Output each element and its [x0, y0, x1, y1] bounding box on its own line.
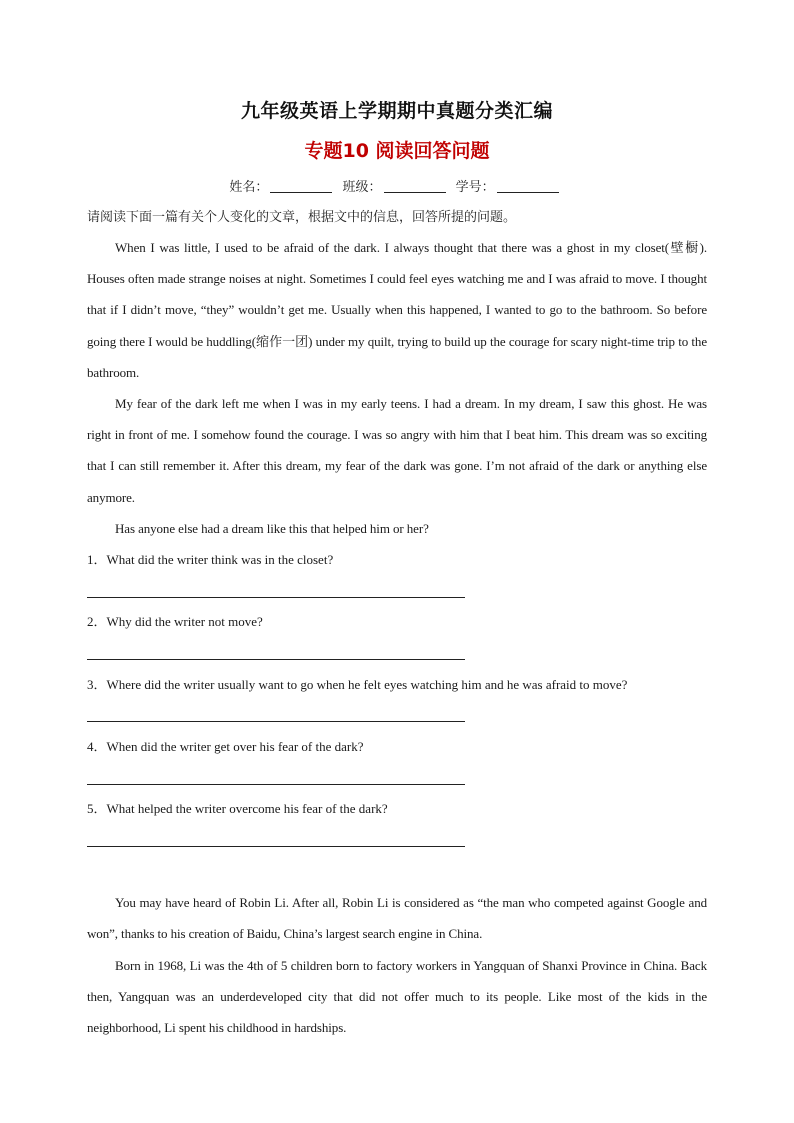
answer-line-2[interactable] — [87, 659, 465, 660]
question-1: 1．What did the writer think was in the closet? — [87, 552, 334, 567]
id-blank[interactable] — [497, 180, 559, 193]
question-3: 3．Where did the writer usually want to go when he felt eyes watching him and he was afraid to move? — [87, 677, 628, 692]
instruction-text: 请阅读下面一篇有关个人变化的文章，根据文中的信息，回答所提的问题。 — [87, 210, 517, 225]
passage1-paragraph-2: My fear of the dark left me when I was in my early teens. I had a dream. In my dream, I saw this ghost. He was right in front of me. I somehow found the courage. I was so angry with him that I beat him. This dream was so exciting that I can still remember it. After this dream, my fear of the dark was gone. I’m not afraid of the dark or anything else anymore. — [87, 396, 707, 505]
class-label: 班级： — [342, 180, 382, 195]
student-info-row — [87, 176, 707, 195]
document-title: 九年级英语上学期期中真题分类汇编 — [240, 100, 553, 122]
question-5: 5．What helped the writer overcome his fear of the dark? — [87, 801, 388, 816]
name-blank[interactable] — [270, 180, 332, 193]
class-blank[interactable] — [384, 180, 446, 193]
question-2: 2．Why did the writer not move? — [87, 614, 263, 629]
passage1-paragraph-1: When I was little, I used to be afraid of the dark. I always thought that there was a ghost in my closet(壁橱). Houses often made strange noises at night. Sometimes I could feel eyes watching me and I was afraid to move. I thought that if I didn’t move, “they” wouldn’t get me. Usually when this happened, I wanted to go to the bathroom. So before going there I would be huddling(缩作一团) under my quilt, trying to build up the courage for scary night-time trip to the bathroom. — [87, 240, 707, 380]
answer-line-3[interactable] — [87, 721, 465, 722]
answer-line-4[interactable] — [87, 784, 465, 785]
passage2-paragraph-1: You may have heard of Robin Li. After all, Robin Li is considered as “the man who competed against Google and won”, thanks to his creation of Baidu, China’s largest search engine in China. — [87, 895, 707, 942]
passage2-paragraph-2: Born in 1968, Li was the 4th of 5 children born to factory workers in Yangquan of Shanxi Province in China. Back then, Yangquan was an underdeveloped city that did not offer much to its people. Like most of the kids in the neighborhood, Li spent his childhood in hardships. — [87, 958, 707, 1036]
question-4: 4．When did the writer get over his fear of the dark? — [87, 739, 364, 754]
passage1-paragraph-3: Has anyone else had a dream like this that helped him or her? — [115, 521, 429, 536]
answer-line-1[interactable] — [87, 597, 465, 598]
answer-line-5[interactable] — [87, 846, 465, 847]
id-label: 学号： — [455, 180, 495, 195]
name-label: 姓名： — [229, 180, 269, 195]
topic-subtitle: 专题10 阅读回答问题 — [304, 140, 490, 162]
